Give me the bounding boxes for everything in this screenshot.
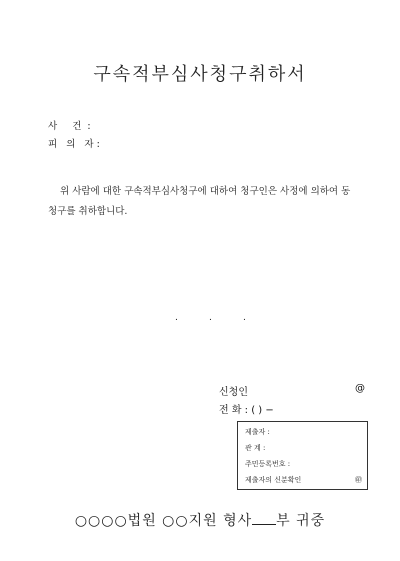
court-suffix: 부 귀중	[276, 513, 326, 529]
submitter-box	[237, 421, 368, 490]
date-month-mark: .	[209, 313, 212, 323]
suspect-field	[48, 132, 100, 151]
identity-seal: ㊞	[355, 476, 362, 484]
resident-number-label: 주민등록번호 :	[245, 460, 291, 468]
submitter-label: 제출자 :	[245, 428, 270, 436]
body-line-2: 청구를 취하합니다.	[48, 206, 128, 217]
relation-label: 관 계 :	[245, 444, 266, 452]
applicant-label: 신청인	[219, 387, 248, 398]
document-title: 구속적부심사청구취하서	[93, 64, 307, 85]
suspect-colon: :	[96, 139, 100, 150]
case-label: 사 건	[48, 121, 88, 132]
suspect-label: 피 의 자	[48, 139, 97, 150]
identity-check-label: 제출자의 신분확인	[245, 476, 302, 484]
case-field	[48, 114, 91, 133]
court-footer	[0, 510, 400, 530]
case-colon: :	[87, 121, 91, 132]
date-day-mark: .	[243, 313, 246, 323]
body-line-1: 위 사람에 대한 구속적부심사청구에 대하여 청구인은 사정에 의하여 동	[60, 186, 351, 197]
applicant-seal: @	[355, 383, 365, 394]
court-prefix: ○○○○법원 ○○지원 형사	[74, 513, 253, 529]
department-blank	[252, 512, 276, 525]
date-year-mark: .	[175, 313, 178, 323]
phone-line: 전 화 : ( ) −	[219, 405, 274, 416]
